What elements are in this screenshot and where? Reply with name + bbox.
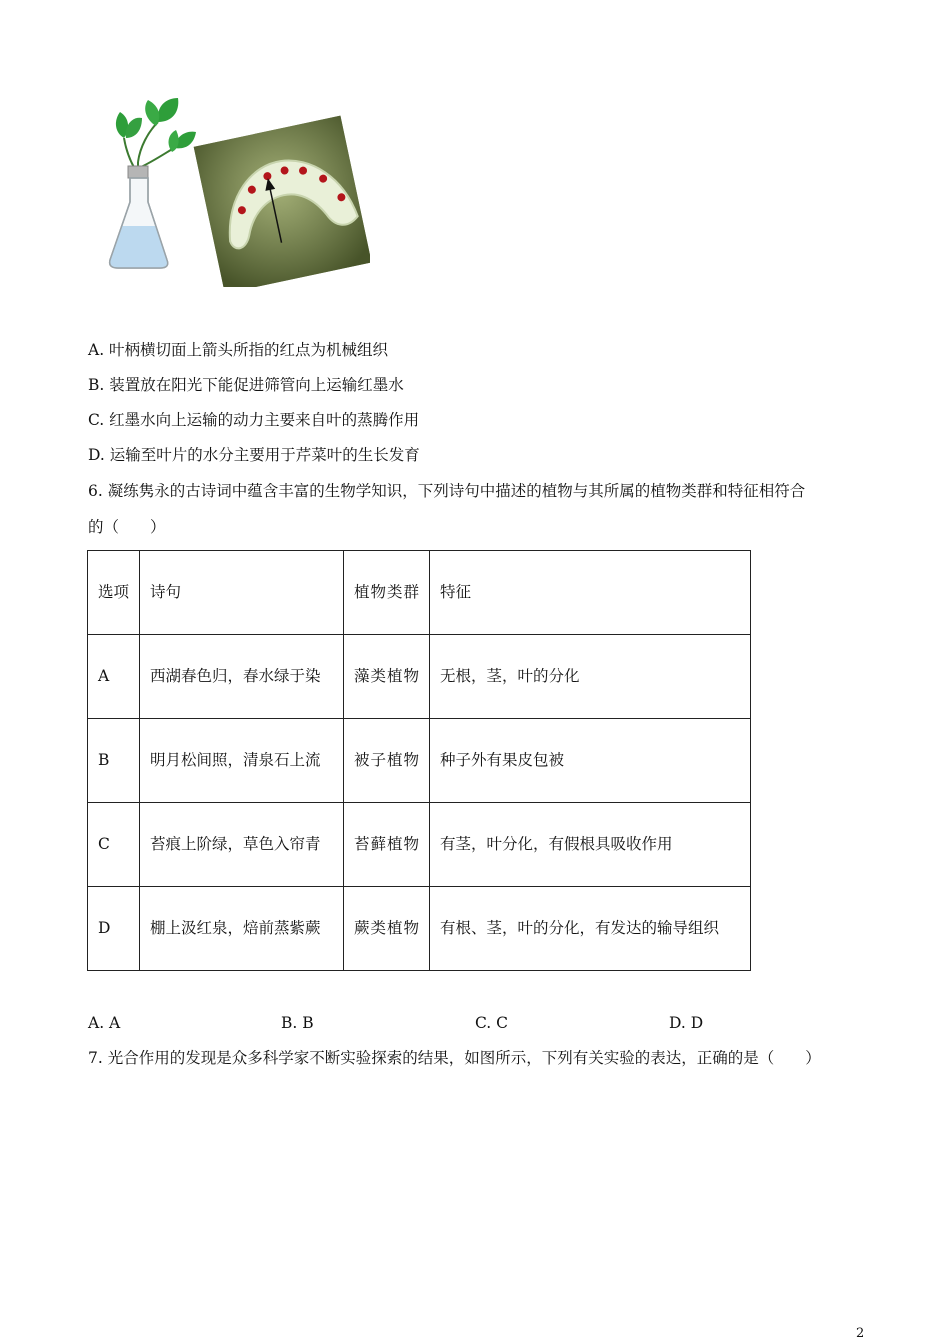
row-feature: 有根、茎，叶的分化，有发达的输导组织	[430, 887, 751, 971]
q5-option-c: C. 红墨水向上运输的动力主要来自叶的蒸腾作用	[88, 411, 420, 429]
row-group: 蕨类植物	[344, 887, 430, 971]
row-poem: 苔痕上阶绿，草色入帘青	[140, 803, 344, 887]
experiment-figure	[100, 92, 370, 287]
q6-answer-a: A. A	[88, 1014, 121, 1032]
q6-stem-line2: 的（ ）	[88, 518, 166, 536]
row-poem: 明月松间照，清泉石上流	[140, 719, 344, 803]
header-option: 选项	[88, 551, 140, 635]
table-row	[88, 803, 751, 887]
page-number: 2	[856, 1326, 865, 1341]
row-feature: 有茎，叶分化，有假根具吸收作用	[430, 803, 751, 887]
q6-answer-b: B. B	[281, 1014, 314, 1032]
q6-stem-line1: 6. 凝练隽永的古诗词中蕴含丰富的生物学知识，下列诗句中描述的植物与其所属的植物类群和特征相符合	[88, 482, 806, 500]
row-group: 被子植物	[344, 719, 430, 803]
row-feature: 种子外有果皮包被	[430, 719, 751, 803]
header-group: 植物类群	[344, 551, 430, 635]
q7-stem: 7. 光合作用的发现是众多科学家不断实验探索的结果，如图所示，下列有关实验的表达，正确的是（ ）	[88, 1049, 821, 1067]
row-group: 藻类植物	[344, 635, 430, 719]
row-option: A	[88, 635, 140, 719]
row-option: C	[88, 803, 140, 887]
q5-option-b: B. 装置放在阳光下能促进筛管向上运输红墨水	[88, 376, 404, 394]
row-feature: 无根，茎，叶的分化	[430, 635, 751, 719]
q6-answer-d: D. D	[669, 1014, 704, 1032]
q5-option-a: A. 叶柄横切面上箭头所指的红点为机械组织	[88, 341, 389, 359]
row-option: D	[88, 887, 140, 971]
row-poem: 棚上汲红泉，焙前蒸紫蕨	[140, 887, 344, 971]
celery-experiment-illustration	[100, 92, 370, 287]
q6-answer-c: C. C	[475, 1014, 509, 1032]
table-row	[88, 887, 751, 971]
poem-plant-table	[87, 550, 751, 971]
petiole-cross-section-icon	[194, 116, 370, 287]
q5-option-d: D. 运输至叶片的水分主要用于芹菜叶的生长发育	[88, 446, 420, 464]
flask-with-celery-icon	[110, 98, 196, 268]
header-feature: 特征	[430, 551, 751, 635]
row-option: B	[88, 719, 140, 803]
row-poem: 西湖春色归，春水绿于染	[140, 635, 344, 719]
table-row	[88, 635, 751, 719]
table-header-row	[88, 551, 751, 635]
row-group: 苔藓植物	[344, 803, 430, 887]
table-row	[88, 719, 751, 803]
header-poem: 诗句	[140, 551, 344, 635]
